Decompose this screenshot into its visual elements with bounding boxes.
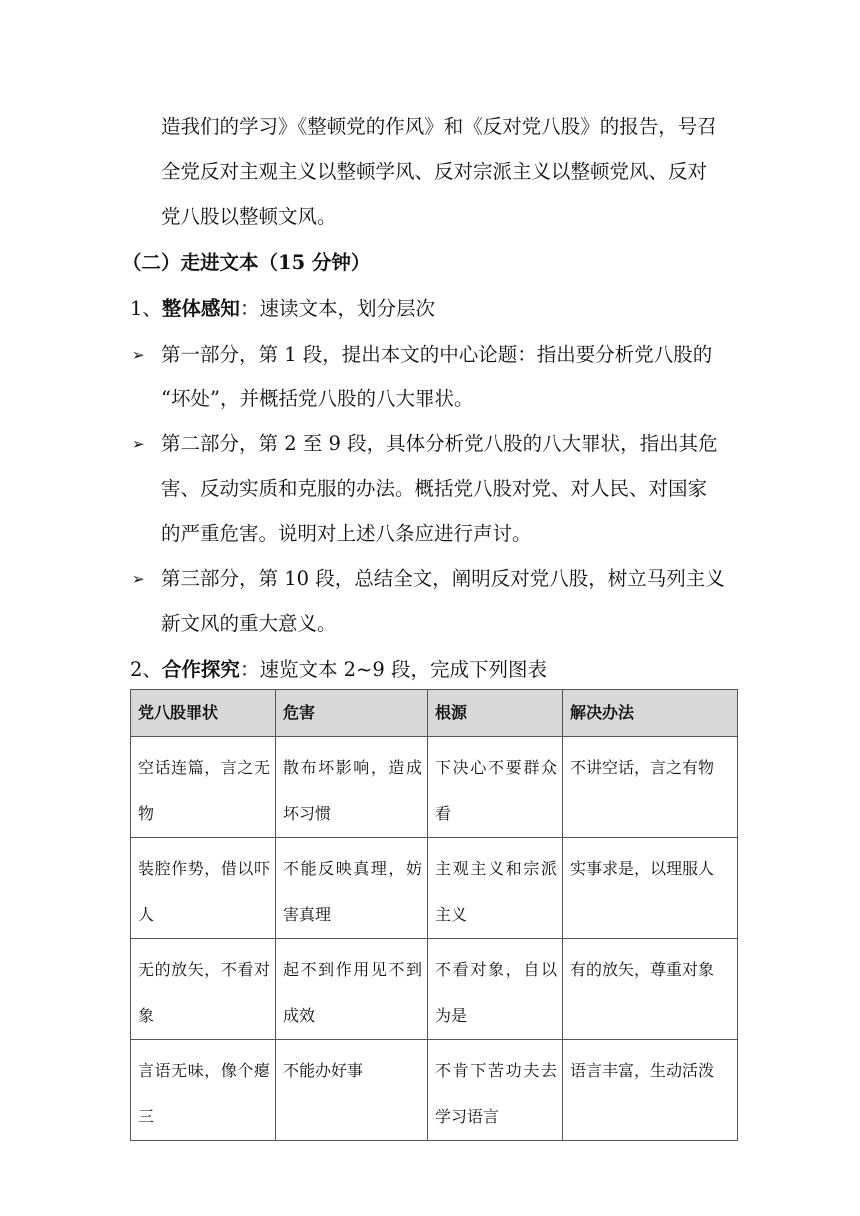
table-cell: 有的放矢，尊重对象: [563, 939, 738, 1040]
table-cell: 主观主义和宗派主义: [428, 838, 563, 939]
table-cell: 下决心不要群众看: [428, 737, 563, 838]
section-heading: （二）走进文本（15 分钟）: [122, 251, 371, 274]
bullet-3-line-2: 新文风的重大意义。: [161, 612, 337, 635]
table-cell: 不讲空话，言之有物: [563, 737, 738, 838]
table-row: [131, 737, 738, 838]
table-cell: 不肯下苦功夫去学习语言: [428, 1040, 563, 1141]
item-1-bold-text: 整体感知: [161, 297, 240, 320]
header-cell: 根源: [428, 690, 563, 737]
table-row: [131, 838, 738, 939]
header-cell: 危害: [276, 690, 428, 737]
bullet-arrow-icon: ➢: [132, 570, 145, 588]
item-1-label: 1、: [130, 297, 162, 320]
bullet-1-line-1: 第一部分，第 1 段，提出本文的中心论题：指出要分析党八股的: [161, 343, 713, 366]
header-cell: 解决办法: [563, 690, 738, 737]
item-2-label: 2、: [130, 658, 162, 681]
intro-line-1: 造我们的学习》《整顿党的作风》和《反对党八股》的报告，号召: [161, 115, 717, 138]
table-cell: 言语无味，像个瘪三: [131, 1040, 276, 1141]
intro-line-3: 党八股以整顿文风。: [161, 205, 337, 228]
bullet-arrow-icon: ➢: [132, 346, 145, 364]
table-row: [131, 1040, 738, 1141]
table-cell: 装腔作势，借以吓人: [131, 838, 276, 939]
table-cell: 不看对象，自以为是: [428, 939, 563, 1040]
item-2-bold-text: 合作探究: [161, 658, 240, 681]
bullet-2-line-1: 第二部分，第 2 至 9 段，具体分析党八股的八大罪状，指出其危: [161, 432, 718, 455]
item-1-rest-text: ：速读文本，划分层次: [239, 297, 435, 320]
table-cell: 语言丰富，生动活泼: [563, 1040, 738, 1141]
table-header-row: [131, 690, 738, 737]
intro-line-2: 全党反对主观主义以整顿学风、反对宗派主义以整顿党风、反对: [161, 160, 708, 183]
item-2-rest-text: ：速览文本 2~9 段，完成下列图表: [239, 658, 547, 681]
table-row: [131, 939, 738, 1040]
table-cell: 不能办好事: [276, 1040, 428, 1141]
analysis-table: [130, 689, 738, 1141]
bullet-3-line-1: 第三部分，第 10 段，总结全文，阐明反对党八股，树立马列主义: [161, 567, 725, 590]
header-cell: 党八股罪状: [131, 690, 276, 737]
bullet-2-line-2: 害、反动实质和克服的办法。概括党八股对党、对人民、对国家: [161, 477, 708, 500]
bullet-2-line-3: 的严重危害。说明对上述八条应进行声讨。: [161, 522, 532, 545]
bullet-arrow-icon: ➢: [132, 435, 145, 453]
table-cell: 无的放矢，不看对象: [131, 939, 276, 1040]
bullet-1-line-2: “坏处”，并概括党八股的八大罪状。: [161, 387, 474, 410]
table-cell: 实事求是，以理服人: [563, 838, 738, 939]
table-cell: 不能反映真理，妨害真理: [276, 838, 428, 939]
table-cell: 起不到作用见不到成效: [276, 939, 428, 1040]
item-2-heading: [130, 656, 547, 684]
item-1-heading: [130, 295, 435, 323]
table-cell: 散布坏影响，造成坏习惯: [276, 737, 428, 838]
table-cell: 空话连篇，言之无物: [131, 737, 276, 838]
